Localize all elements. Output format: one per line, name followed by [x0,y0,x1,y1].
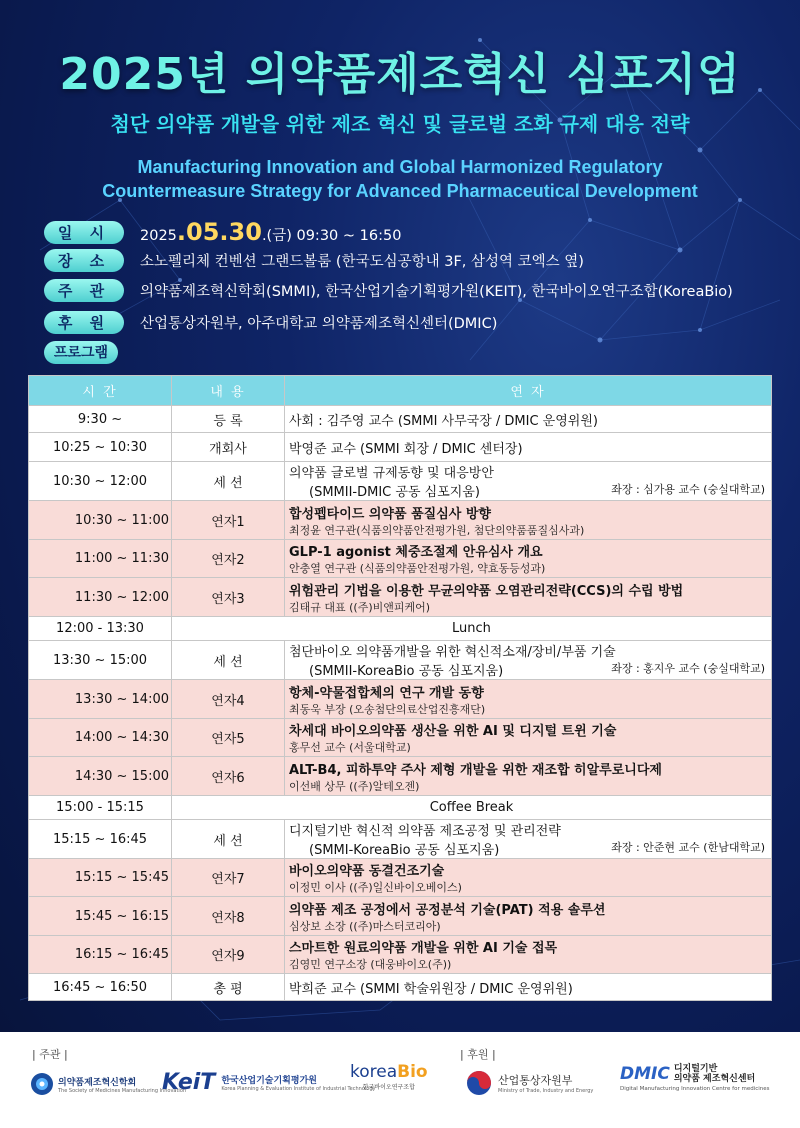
talk-title: GLP-1 agonist 체중조절제 안유심사 개요 [289,545,543,560]
header-time: 시 간 [29,376,172,406]
row-type: 연자5 [172,719,285,757]
session-chair: 좌장 : 홍지우 교수 (숭실대학교) [611,662,765,675]
table-row-break [29,796,772,820]
talk-title: 합성펩타이드 의약품 품질심사 방향 [289,506,491,522]
page-subtitle: 첨단 의약품 개발을 위한 제조 혁신 및 글로벌 조화 규제 대응 전략 [110,112,690,136]
table-row [29,974,772,1001]
row-type: 세 션 [172,820,285,859]
table-row-speaker [29,501,772,540]
dmic-name-line1: 디지털기반 [673,1064,718,1074]
row-time: 13:30 ~ 14:00 [29,680,172,719]
table-row-speaker [29,897,772,936]
table-row-session [29,462,772,501]
talk-speaker: 최동욱 부장 (오송첨단의료산업진흥재단) [289,702,486,716]
logo-dmic [620,1064,770,1092]
break-label: Lunch [172,617,772,641]
row-type: 등 록 [172,406,285,433]
motie-name: 산업통상자원부 [498,1074,573,1087]
host-value: 의약품제조혁신학회(SMMI), 한국산업기술기획평가원(KEIT), 한국바이오연구조합(KoreaBio) [140,283,733,300]
table-row [29,433,772,462]
row-speaker [285,578,772,617]
row-type: 연자8 [172,897,285,936]
row-speaker [285,540,772,578]
smmi-name: 의약품제조혁신학회 [58,1077,137,1088]
row-time: 11:30 ~ 12:00 [29,578,172,617]
dmic-name-line2: 의약품 제조혁신센터 [673,1074,756,1084]
talk-title: 위험관리 기법을 이용한 무균의약품 오염관리전략(CCS)의 수립 방법 [289,583,684,599]
row-type: 개회사 [172,433,285,462]
row-speaker [285,719,772,757]
row-speaker: 박희준 교수 (SMMI 학술위원장 / DMIC 운영위원) [285,974,772,1001]
page-title: 2025년 의약품제조혁신 심포지엄 [59,49,741,100]
info-program [44,340,118,364]
english-title [0,155,800,203]
session-chair: 좌장 : 심가용 교수 (숭실대학교) [611,483,765,496]
footer [0,1032,800,1128]
talk-title: 스마트한 원료의약품 개발을 위한 AI 기술 접목 [289,941,558,956]
talk-title: 차세대 바이오의약품 생산을 위한 AI 및 디지털 트윈 기술 [289,724,617,739]
date-main: .05.30 [176,218,262,246]
talk-speaker: 안충열 연구관 (식품의약품안전평가원, 약효동등성과) [289,562,546,575]
logo-keit [162,1070,376,1095]
row-time: 16:45 ~ 16:50 [29,974,172,1001]
row-time: 12:00 - 13:30 [29,617,172,641]
row-speaker [285,641,772,680]
row-type: 세 션 [172,462,285,501]
motie-en: Ministry of Trade, Industry and Energy [498,1088,594,1094]
row-type: 연자1 [172,501,285,540]
table-row-session [29,820,772,859]
break-label: Coffee Break [172,796,772,820]
koreabio-name: 한국바이오연구조합 [362,1084,415,1091]
header-speaker: 연 자 [285,376,772,406]
table-row-speaker [29,936,772,974]
row-time: 10:30 ~ 11:00 [29,501,172,540]
row-type: 연자7 [172,859,285,897]
sponsor-value: 산업통상자원부, 아주대학교 의약품제조혁신센터(DMIC) [140,315,498,332]
host-label: 주 관 [44,279,124,302]
talk-title: 의약품 제조 공정에서 공정분석 기술(PAT) 적용 솔루션 [289,902,606,918]
keit-en: Korea Planning & Evaluation Institute of Industrial Technology [221,1086,376,1092]
talk-title: 항체-약물접합체의 연구 개발 동향 [289,685,484,701]
info-date [44,220,401,244]
date-time: 09:30 ~ 16:50 [291,228,402,244]
info-sponsor [44,310,497,334]
keit-name: 한국산업기술기획평가원 [221,1076,317,1086]
date-label: 일 시 [44,221,124,244]
dmic-mark: DMIC [620,1064,670,1084]
row-type: 연자6 [172,757,285,796]
row-type: 세 션 [172,641,285,680]
row-type: 총 평 [172,974,285,1001]
logo-koreabio [350,1062,428,1091]
row-time: 14:00 ~ 14:30 [29,719,172,757]
talk-speaker: 이선배 상무 ((주)알테오젠) [289,779,420,793]
info-host [44,278,733,302]
talk-speaker: 최정윤 연구관(식품의약품안전평가원, 첨단의약품품질심사과) [289,523,585,537]
row-time: 10:25 ~ 10:30 [29,433,172,462]
row-speaker: 사회 : 김주영 교수 (SMMI 사무국장 / DMIC 운영위원) [285,406,772,433]
talk-speaker: 홍무선 교수 (서울대학교) [289,741,411,754]
row-speaker [285,859,772,897]
logo-motie [466,1070,593,1096]
row-time: 13:30 ~ 15:00 [29,641,172,680]
row-type: 연자2 [172,540,285,578]
english-title-line2: Countermeasure Strategy for Advanced Pharmaceutical Development [102,181,698,201]
row-speaker [285,757,772,796]
session-title: 디지털기반 혁신적 의약품 제조공정 및 관리전략 [289,824,561,839]
koreabio-mark-a: korea [350,1062,398,1082]
keit-mark: KeiT [162,1070,216,1095]
dmic-en: Digital Manufacturing Innovation Centre for medicines [620,1086,770,1092]
row-time: 15:45 ~ 16:15 [29,897,172,936]
table-row-speaker [29,719,772,757]
session-subtitle: (SMMI-KoreaBio 공동 심포지움) [309,843,500,858]
talk-title: ALT-B4, 피하투약 주사 제형 개발을 위한 재조합 히알루로니다제 [289,762,662,778]
smmi-en: The Society of Medicines Manufacturing Innovation [58,1087,187,1094]
smmi-logo-icon [30,1072,54,1096]
row-time: 9:30 ~ [29,406,172,433]
footer-host-label: | 주관 | [32,1048,68,1061]
row-time: 16:15 ~ 16:45 [29,936,172,974]
info-venue [44,248,584,272]
row-type: 연자4 [172,680,285,719]
schedule-header [29,376,772,406]
date-day: .(금) [261,228,292,244]
taegeuk-icon [466,1070,492,1096]
program-label: 프로그램 [44,341,118,364]
venue-label: 장 소 [44,249,124,272]
table-row [29,406,772,433]
row-speaker [285,820,772,859]
row-speaker [285,501,772,540]
table-row-speaker [29,540,772,578]
table-row-speaker [29,859,772,897]
row-time: 11:00 ~ 11:30 [29,540,172,578]
footer-sponsor-label: | 후원 | [460,1048,496,1061]
session-chair: 좌장 : 안준현 교수 (한남대학교) [611,841,765,854]
session-subtitle: (SMMII-KoreaBio 공동 심포지움) [309,664,504,679]
venue-value: 소노펠리체 컨벤션 그랜드볼룸 (한국도심공항내 3F, 삼성역 코엑스 옆) [140,253,584,270]
sponsor-label: 후 원 [44,311,124,334]
row-speaker [285,897,772,936]
talk-speaker: 김태규 대표 ((주)비앤피케어) [289,600,431,614]
talk-speaker: 심상보 소장 ((주)마스터코리아) [289,919,441,933]
session-subtitle: (SMMII-DMIC 공동 심포지움) [309,485,480,500]
row-speaker [285,680,772,719]
row-speaker [285,936,772,974]
date-year: 2025 [140,228,177,244]
header-content: 내 용 [172,376,285,406]
koreabio-mark [350,1062,428,1082]
row-type: 연자3 [172,578,285,617]
talk-speaker: 이정민 이사 ((주)일신바이오베이스) [289,881,462,894]
row-time: 10:30 ~ 12:00 [29,462,172,501]
row-time: 15:15 ~ 16:45 [29,820,172,859]
talk-speaker: 김영민 연구소장 (대웅바이오(주)) [289,958,452,971]
koreabio-mark-b: Bio [397,1062,428,1082]
session-title: 첨단바이오 의약품개발을 위한 혁신적소재/장비/부품 기술 [289,645,616,660]
date-value [140,218,401,246]
row-type: 연자9 [172,936,285,974]
table-row-speaker [29,680,772,719]
row-speaker [285,462,772,501]
english-title-line1: Manufacturing Innovation and Global Harmonized Regulatory [137,157,663,177]
row-time: 15:00 - 15:15 [29,796,172,820]
row-speaker: 박영준 교수 (SMMI 회장 / DMIC 센터장) [285,433,772,462]
table-row-speaker [29,757,772,796]
talk-title: 바이오의약품 동결건조기술 [289,864,445,879]
table-row-speaker [29,578,772,617]
session-title: 의약품 글로벌 규제동향 및 대응방안 [289,466,494,481]
row-time: 14:30 ~ 15:00 [29,757,172,796]
table-row-break [29,617,772,641]
schedule-table [28,375,772,1001]
table-row-session [29,641,772,680]
row-time: 15:15 ~ 15:45 [29,859,172,897]
